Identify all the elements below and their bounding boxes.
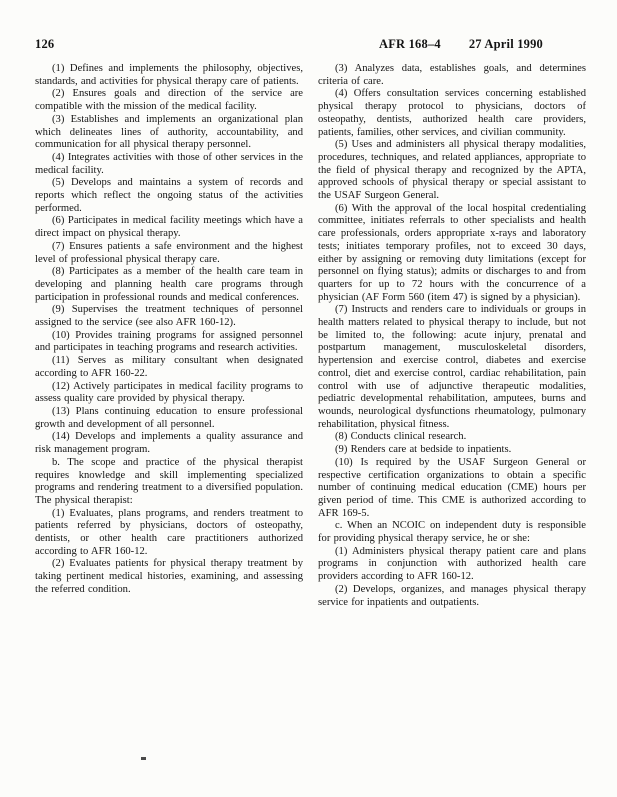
paragraph-b9: (9) Renders care at bedside to inpatients. [335, 444, 512, 456]
paragraph-c1: (1) Administers physical therapy patient care and plans programs in conjunction with authorized health care providers according to AFR 160-12. [318, 545, 586, 583]
paragraph-b1: (1) Evaluates, plans programs, and renders treatment to patients referred by physicians, doctors of osteopathy, dentists, or other health care practitioners authorized according to AFR 160-12. [35, 507, 303, 557]
paragraph-c: c. When an NCOIC on independent duty is responsible for providing physical therapy service, he or she: [318, 520, 586, 545]
paragraph-b5: (5) Uses and administers all physical therapy modalities, procedures, techniques, and related appliances, appropriate to the field of physical therapy and recognized by the APTA, approved schools of physical therapy or special assistant to the USAF Surgeon General. [318, 139, 586, 202]
paragraph-a8: (8) Participates as a member of the health care team in developing and planning health care programs through participation in professional rounds and medical conferences. [35, 266, 303, 303]
regulation-number: AFR 168–4 [378, 37, 441, 51]
paragraph-a6: (6) Participates in medical facility meetings which have a direct impact on physical therapy. [35, 215, 303, 240]
paragraph-b4: (4) Offers consultation services concerning established physical therapy protocol to physicians, doctors of osteopathy, dentists, authorized health care providers, patients, families, other services, and civilian community. [318, 88, 586, 138]
paragraph-b10: (10) Is required by the USAF Surgeon General or respective certification organizations to obtain a specific number of continuing medical education (CME) hours per given period of time. This CME is authorized according to AFR 169-5. [318, 456, 586, 519]
paragraph-a1: (1) Defines and implements the philosophy, objectives, standards, and activities for physical therapy care of patients. [35, 63, 303, 87]
paragraph-b2: (2) Evaluates patients for physical therapy treatment by taking pertinent medical histories, examining, and assessing the referred condition. [35, 558, 303, 595]
paragraph-a14: (14) Develops and implements a quality assurance and risk management program. [35, 431, 303, 456]
scan-artifact [141, 757, 146, 760]
two-column-body [0, 52, 617, 739]
paragraph-a12: (12) Actively participates in medical facility programs to assess quality care provided by physical therapy. [35, 380, 303, 405]
paragraph-a10: (10) Provides training programs for assigned personnel and participates in teaching programs and research activities. [35, 329, 303, 354]
paragraph-a7: (7) Ensures patients a safe environment and the highest level of professional physical therapy care. [35, 240, 303, 265]
header-citation [379, 37, 543, 52]
paragraph-b3: (3) Analyzes data, establishes goals, and determines criteria of care. [318, 63, 586, 87]
paragraph-a11: (11) Serves as military consultant when designated according to AFR 160-22. [35, 355, 303, 379]
page-number: 126 [35, 37, 55, 51]
paragraph-b8: (8) Conducts clinical research. [335, 431, 467, 443]
paragraph-a13: (13) Plans continuing education to ensure professional growth and development of all personnel. [35, 405, 303, 430]
paragraph-a4: (4) Integrates activities with those of other services in the medical facility. [35, 151, 303, 176]
paragraph-b7: (7) Instructs and renders care to individuals or groups in health matters related to physical therapy to include, but not be limited to, the following: acute injury, prenatal and postpartum management, musculoskeletal disorders, hypertension and exercise control, diabetes and exercise control, diet and exercise control, cardiac rehabilitation, pain control with use of adjunctive therapeutic modalities, pediatric developmental rehabilitation, amputees, burns and wounds, neurological dysfunctions rheumatology, pulmonary rehabilitation, physical fitness. [318, 304, 586, 430]
left-column [35, 63, 303, 739]
paragraph-a5: (5) Develops and maintains a system of records and reports which reflect the ongoing status of the activities performed. [35, 177, 303, 214]
paragraph-a3: (3) Establishes and implements an organizational plan which delineates lines of authority, accountability, and communication for all physical therapy personnel. [35, 113, 303, 151]
paragraph-a9: (9) Supervises the treatment techniques of personnel assigned to the service (see also AFR 160-12). [35, 304, 303, 329]
header-date: 27 April 1990 [468, 37, 543, 51]
paragraph-a2: (2) Ensures goals and direction of the service are compatible with the mission of the medical facility. [35, 88, 303, 113]
right-column [318, 63, 586, 739]
paragraph-b: b. The scope and practice of the physical therapist requires knowledge and skill implementing specialized programs and rendering treatment to a diversified population. The physical therapist: [35, 456, 303, 506]
paragraph-b6: (6) With the approval of the local hospital credentialing committee, initiates referrals to other specialists and health care professionals, orders appropriate x-rays and laboratory tests; initiates temporary profiles, not to exceed 30 days, either by assigning or removing duty limitations (except for personnel on flying status); admits or discharges to and from quarters for up to 72 hours with the concurrence of a physician (AF Form 560 (item 47) is signed by a physician). [318, 202, 586, 303]
paragraph-c2: (2) Develops, organizes, and manages physical therapy service for inpatients and outpatients. [318, 583, 586, 608]
page-header [0, 0, 617, 52]
